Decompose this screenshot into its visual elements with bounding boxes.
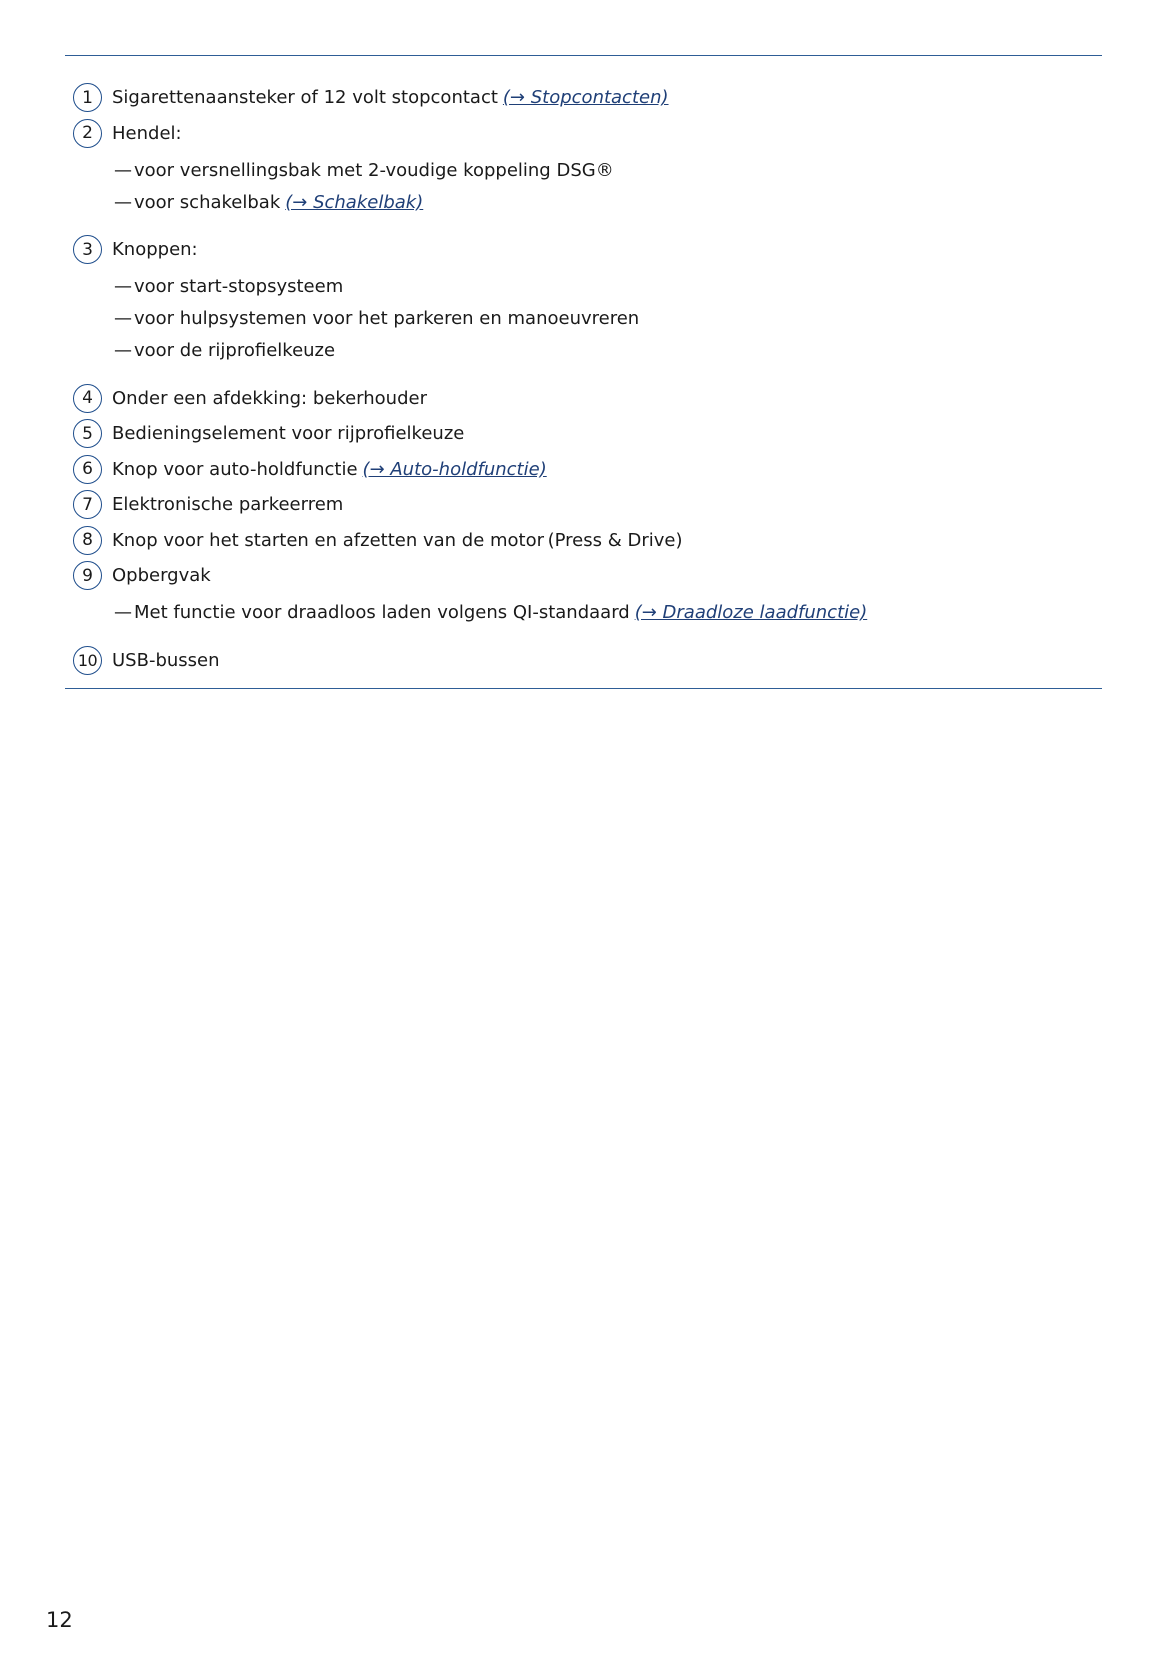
legend-item-5 — [73, 416, 1093, 452]
legend-subitem — [73, 335, 1093, 367]
stopcontacten-link[interactable]: (→ Stopcontacten) — [502, 87, 669, 109]
legend-item-6 — [73, 452, 1093, 488]
legend-item-text: Knoppen: — [112, 239, 198, 261]
dash-bullet: — — [114, 340, 132, 361]
dash-bullet: — — [114, 191, 132, 213]
callout-number: 3 — [73, 235, 102, 264]
schakelbak-link[interactable]: (→ Schakelbak) — [285, 191, 424, 213]
top-divider — [65, 55, 1102, 56]
legend-subitem-text: voor versnellingsbak met 2-voudige koppeling DSG® — [134, 159, 614, 181]
legend-subitem-text: voor de rijprofielkeuze — [134, 340, 336, 361]
dash-bullet: — — [114, 276, 132, 297]
legend-item-4 — [73, 381, 1093, 417]
callout-number: 9 — [73, 561, 102, 590]
legend-subitem — [73, 597, 1093, 629]
callout-number: 4 — [73, 384, 102, 413]
bottom-divider — [65, 688, 1102, 689]
callout-number: 5 — [73, 419, 102, 448]
legend-item-text: Knop voor het starten en afzetten van de motor (Press & Drive) — [112, 529, 683, 551]
legend-item-3 — [73, 232, 1093, 268]
legend-item-8 — [73, 523, 1093, 559]
page-number: 12 — [46, 1608, 73, 1632]
dash-bullet: — — [114, 602, 132, 623]
legend-item-1 — [73, 80, 1093, 116]
legend-subitem — [73, 271, 1093, 303]
dash-bullet: — — [114, 308, 132, 329]
legend-item-text: Opbergvak — [112, 565, 211, 587]
legend-subitem-text: voor start-stopsysteem — [134, 276, 344, 297]
legend-item-9 — [73, 558, 1093, 594]
legend-subitem-text: voor hulpsystemen voor het parkeren en manoeuvreren — [134, 308, 640, 329]
callout-number: 6 — [73, 455, 102, 484]
callout-number: 10 — [73, 646, 102, 675]
legend-subitem — [73, 303, 1093, 335]
legend-item-2 — [73, 116, 1093, 152]
draadloze-laadfunctie-link[interactable]: (→ Draadloze laadfunctie) — [634, 602, 868, 623]
legend-item-text: Elektronische parkeerrem — [112, 494, 344, 516]
auto-holdfunctie-link[interactable]: (→ Auto-holdfunctie) — [362, 458, 547, 480]
legend-subitem — [73, 186, 1093, 218]
dash-bullet: — — [114, 159, 132, 181]
legend-item-text: USB-bussen — [112, 649, 220, 671]
legend-item-text: Hendel: — [112, 122, 182, 144]
legend-list — [73, 80, 1093, 678]
legend-item-7 — [73, 487, 1093, 523]
legend-item-10 — [73, 643, 1093, 679]
legend-item-text: Bedieningselement voor rijprofielkeuze — [112, 423, 465, 445]
callout-number: 8 — [73, 526, 102, 555]
callout-number: 2 — [73, 119, 102, 148]
legend-item-text: Sigarettenaansteker of 12 volt stopcontact — [112, 87, 498, 109]
callout-number: 7 — [73, 490, 102, 519]
legend-subitem-text: voor schakelbak — [134, 191, 281, 213]
legend-subitem-text: Met functie voor draadloos laden volgens QI-standaard — [134, 602, 630, 623]
callout-number: 1 — [73, 83, 102, 112]
legend-subitem — [73, 154, 1093, 186]
legend-item-text: Knop voor auto-holdfunctie — [112, 458, 358, 480]
legend-item-text: Onder een afdekking: bekerhouder — [112, 387, 427, 409]
